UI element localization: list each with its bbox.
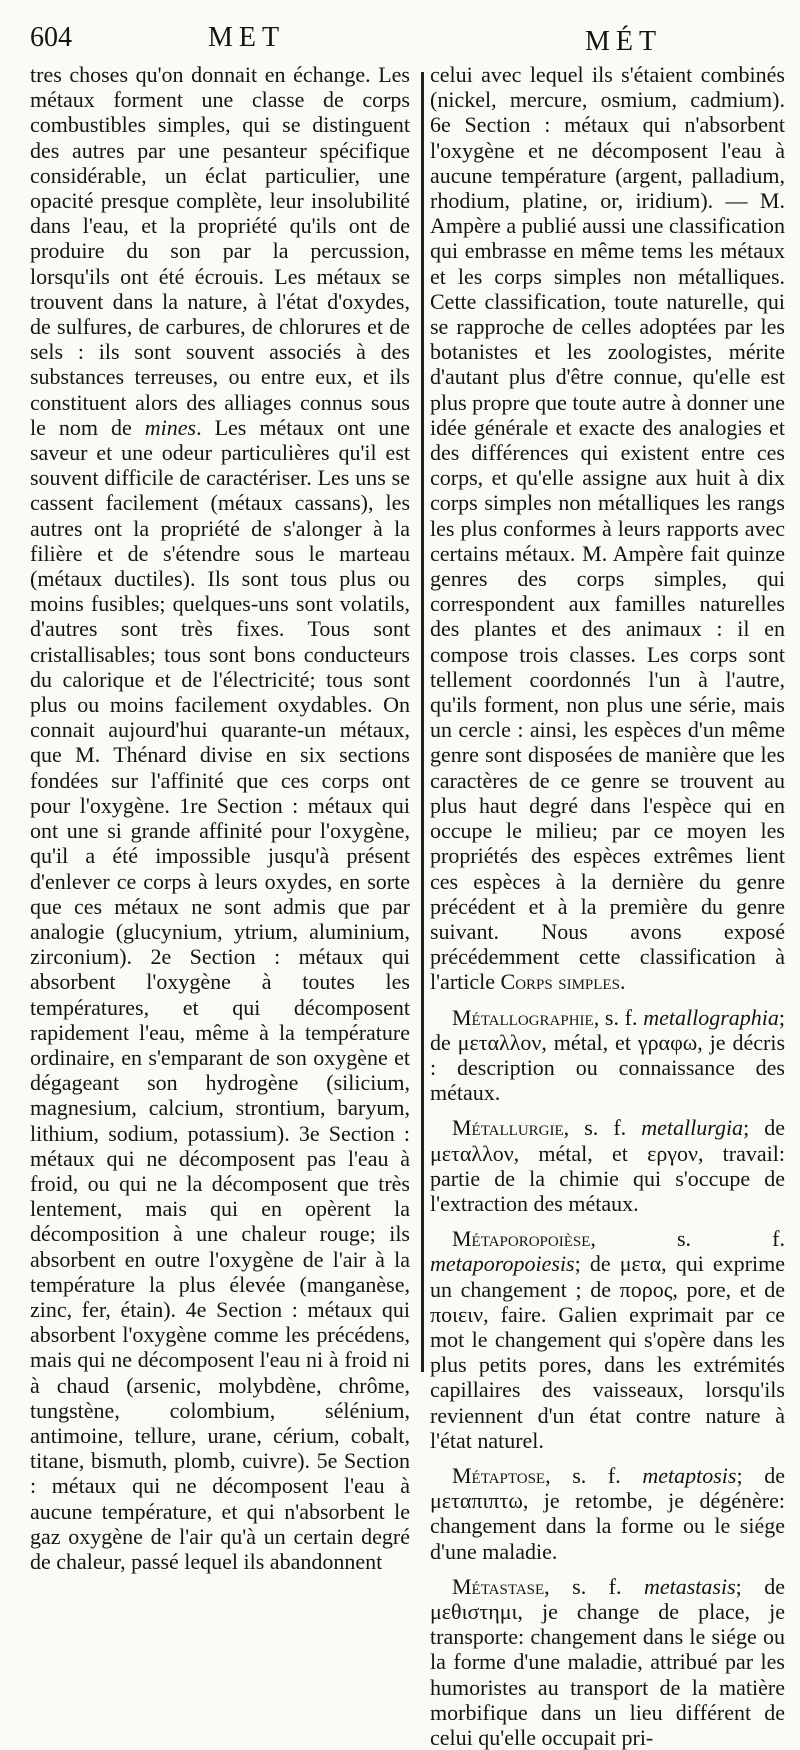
metal-entry-continuation — [430, 62, 785, 995]
entry-headword: Métallographie — [452, 1004, 594, 1030]
text-run: celui avec lequel ils s'étaient combinés (nickel, mercure, osmium, cadmium). 6e Section : métaux qui n'absorbent l'oxygène et ne décomposent l'eau à aucune température (argent, palladium, rhodium, platine, or, iridium). — M. Ampère a publié aussi une classification qui embrasse en même tems les métaux et les corps simples non métalliques. Cette classification, toute naturelle, qui se rapproche de celles adoptées par les botanistes et les zoologistes, mérite d'autant plus d'être connue, qu'elle est plus propre que toute autre à donner une idée générale et exacte des analogies et des différences qui existent entre ces corps, et qu'elle assigne aux huit à dix corps simples non métalliques les rangs les plus conformes à leurs rapports avec certains métaux. M. Ampère fait quinze genres des corps simples, qui correspondent aux familles naturelles des plantes et des animaux : il en compose trois classes. Les corps sont tellement coordonnés l'un à l'autre, qu'ils forment, non plus une série, mais un cercle : ainsi, les espèces d'un même genre sont disposées de manière que les caractères de ce genre se trouvent au plus haut degré dans l'espèce qui en occupe le milieu; par ce moyen les propriétés des espèces extrêmes lient ces espèces à la dernière du genre précédent et à la première du genre suivant. Nous avons exposé précédemment cette classification à l'article — [430, 62, 785, 995]
right-column — [420, 62, 785, 1750]
text-run: . Les métaux ont une saveur et une odeur particulières qu'il est souvent difficile de caractériser. Les uns se cassent facilement (métaux cassans), les autres ont la propriété de s'alonger à la filière et de s'étendre sous le marteau (métaux ductiles). Ils sont tous plus ou moins fusibles; quelques-uns sont volatils, d'autres sont très fixes. Tous sont cristallisables; tous sont bons conducteurs du calorique et de l'électricité; tous sont plus ou moins facilement oxydables. On connait aujourd'hui quarante-un métaux, que M. Thénard divise en six sections fondées sur l'affinité que ces corps ont pour l'oxygène. 1re Section : métaux qui ont une si grande affinité pour l'oxygène, qu'il a été impossible jusqu'à présent d'enlever ce corps à leurs oxydes, en sorte que ces métaux ne sont admis que par analogie (glucynium, ytrium, aluminium, zirconium). 2e Section : métaux qui absorbent l'oxygène à toutes les températures, et qui décomposent rapidement l'eau, même à la température ordinaire, en s'emparant de son oxygène et dégageant son hydrogène (silicium, magnesium, calcium, strontium, baryum, lithium, sodium, potassium). 3e Section : métaux qui ne décomposent pas l'eau à froid, ou qui ne la décomposent que très lentement, mais qui en opèrent la décomposition à une chaleur rouge; ils absorbent en outre l'oxygène de l'air à la température la plus élevée (manganèse, zinc, fer, étain). 4e Section : métaux qui absorbent l'oxygène comme les précédens, mais qui ne décomposent l'eau ni à froid ni à chaud (arsenic, molybdène, chrôme, tungstène, colombium, sélénium, antimoine, tellure, urane, cérium, cobalt, titane, bismuth, plomb, cuivre). 5e Section : métaux qui ne décomposent l'eau à aucune température, et qui n'absorbent le gaz oxygène de l'air qu'à un certain degré de chaleur, passé lequel ils abandonnent — [30, 414, 410, 1574]
text-run: . — [619, 969, 626, 995]
entry-latin: metastasis — [643, 1573, 736, 1599]
entry-metaptose — [430, 1463, 785, 1564]
entry-headword: Métaptose — [452, 1462, 546, 1488]
italic-term: mines — [144, 414, 197, 440]
left-running-title: MET — [208, 22, 286, 53]
running-header — [30, 12, 780, 62]
entry-latin: metaporopoiesis — [430, 1251, 575, 1277]
entry-definition: ; de μεταλλον, métal, et γραφω, je décris : description ou connaissance des métaux. — [430, 1004, 785, 1106]
text-run: tres choses qu'on donnait en échange. Les métaux forment une classe de corps combustibles simples, qui se distinguent des autres par une pesanteur spécifique considérable, un éclat particulier, une opacité presque complète, leur insolubilité dans l'eau, et la propriété qu'ils ont de produire du son par la percussion, lorsqu'ils ont été écrouis. Les métaux se trouvent dans la nature, à l'état d'oxydes, de sulfures, de carbures, de chlorures et de sels : ils sont souvent associés à des substances terreuses, ou entre eux, et ils constituent alors des alliages connus sous le nom de — [30, 62, 410, 440]
entry-latin: metaptosis — [642, 1462, 737, 1488]
metal-entry-text — [30, 62, 410, 1574]
entry-definition: ; de μεταλλον, métal, et εργον, travail: partie de la chimie qui s'occupe de l'extraction des métaux. — [430, 1115, 785, 1216]
entry-metallurgie — [430, 1115, 785, 1216]
page-number: 604 — [30, 22, 72, 53]
entry-grammar: , s. f. — [544, 1573, 644, 1599]
left-column — [30, 62, 410, 1574]
entry-grammar: , s. f. — [545, 1462, 643, 1488]
entry-metastase — [430, 1574, 785, 1750]
entry-definition: ; de μεθιστημι, je change de place, je transporte: changement dans le siége ou la forme d'une maladie, attribué par les humoristes au transport de la matière morbifique dans un lieu différent de celui qu'elle occupait pri- — [430, 1573, 785, 1750]
entry-metallographie — [430, 1005, 785, 1106]
cross-reference: Corps simples — [500, 969, 620, 995]
entry-headword: Métallurgie — [452, 1115, 564, 1141]
entry-definition: ; de μετα, qui exprime un changement ; de πορος, pore, et de ποιειν, faire. Galien exprimait par ce mot le changement qui s'opère dans les plus petits pores, dans les extrémités capillaires des vaisseaux, lorsqu'ils reviennent d'un état contre nature à l'état naturel. — [430, 1251, 785, 1453]
entry-grammar: , s. f. — [563, 1115, 642, 1141]
right-running-title: MÉT — [585, 26, 663, 57]
entry-definition: ; de μεταπιπτω, je retombe, je dégénère: changement dans la forme ou le siége d'une maladie. — [430, 1462, 785, 1564]
entry-latin: metallurgia — [641, 1115, 744, 1141]
entry-metaporopoiese — [430, 1226, 785, 1453]
entry-grammar: , s. f. — [593, 1004, 644, 1030]
entry-grammar: , s. f. — [590, 1226, 785, 1252]
entry-latin: metallographia — [643, 1004, 779, 1030]
entry-headword: Métaporopoièse — [452, 1226, 591, 1252]
entry-headword: Métastase — [452, 1573, 545, 1599]
